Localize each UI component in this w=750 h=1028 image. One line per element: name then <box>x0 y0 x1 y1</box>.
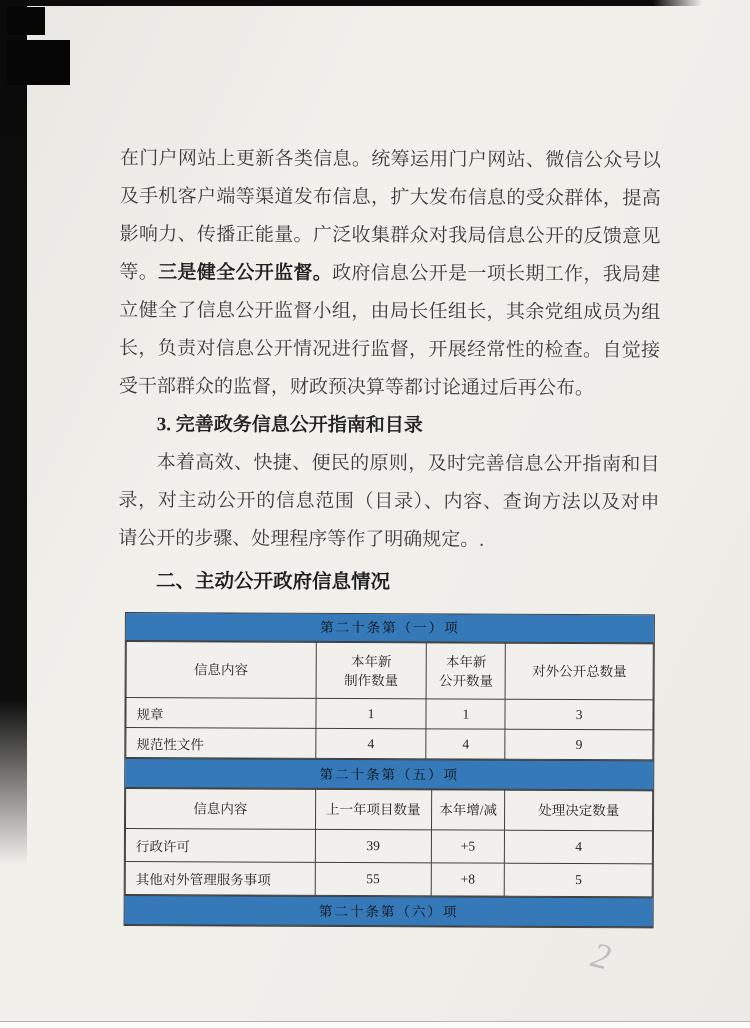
column-header: 本年新 公开数量 <box>426 643 505 699</box>
row-label: 其他对外管理服务事项 <box>125 862 315 896</box>
table-article20-item1 <box>125 641 654 760</box>
table-cell: 5 <box>505 863 653 897</box>
table-cell: 1 <box>316 698 427 728</box>
column-header: 本年新 制作数量 <box>316 642 427 698</box>
scan-blot-left <box>7 40 70 85</box>
row-label: 行政许可 <box>125 829 315 863</box>
scan-edge-top <box>0 0 702 6</box>
table-article20-item5 <box>125 788 653 897</box>
table-cell: 4 <box>316 728 427 758</box>
column-header: 上一年项目数量 <box>315 789 431 830</box>
scan-edge-left <box>0 0 27 920</box>
table-row <box>126 698 653 730</box>
heading-section-2: 二、主动公开政府信息情况 <box>156 570 391 594</box>
table-header-row <box>126 642 653 700</box>
row-label: 规章 <box>126 698 316 729</box>
table-row <box>125 862 652 897</box>
paragraph-2: 本着高效、快捷、便民的原则，及时完善信息公开指南和目录，对主动公开的信息范围（目录）、内容、查询方法以及对申请公开的步骤、处理程序等作了明确规定。. <box>118 452 660 551</box>
column-header: 对外公开总数量 <box>505 643 653 700</box>
column-header: 本年增/减 <box>431 790 505 830</box>
scan-blot-top-left <box>7 7 45 35</box>
table-header-row <box>125 789 652 831</box>
row-label: 规范性文件 <box>126 728 316 759</box>
paragraph-continuation <box>119 140 661 408</box>
table-cell: 4 <box>505 830 653 864</box>
table-section-band-item6: 第二十条第（六）项 <box>125 895 653 927</box>
table-cell: +5 <box>431 830 505 863</box>
column-header: 信息内容 <box>126 642 316 699</box>
paragraph-text: 政府信息公开是一项长期工作，我局建立健全了信息公开监督小组，由局长任组长，其余党组成员为组长，负责对信息公开情况进行监督，开展经常性的检查。自觉接受干部群众的监督，财政预决算等都讨论通过后再公布。 <box>118 262 661 400</box>
table-cell: 1 <box>426 699 505 729</box>
table-cell: 39 <box>315 829 431 863</box>
table-cell: 9 <box>505 729 653 760</box>
column-header: 信息内容 <box>125 789 315 830</box>
table-cell: +8 <box>431 863 505 896</box>
statistics-tables <box>124 612 655 928</box>
table-cell: 4 <box>426 729 505 759</box>
paragraph-text: 在门户网站上更新各类信息。统筹运用门户网站、微信公众号以及手机客户端等渠道发布信息，扩大发布信息的受众群体，提高影响力、传播正能量。广泛收集群众对我局信息公开的反馈意见等。 <box>119 147 661 284</box>
scan-edge-bottom <box>0 1021 750 1028</box>
handwritten-mark: 2 <box>587 934 615 978</box>
table-cell: 3 <box>505 699 653 730</box>
table-cell: 55 <box>315 862 431 896</box>
table-row <box>125 829 652 864</box>
column-header: 处理决定数量 <box>505 790 653 831</box>
document-content <box>117 140 661 928</box>
inline-bold-phrase: 三是健全公开监督。 <box>158 262 333 284</box>
table-row <box>126 728 653 760</box>
table-section-band-item5: 第二十条第（五）项 <box>125 758 653 790</box>
table-section-band-item1: 第二十条第（一）项 <box>126 613 654 643</box>
heading-item-3: 3. 完善政务信息公开指南和目录 <box>156 414 423 437</box>
